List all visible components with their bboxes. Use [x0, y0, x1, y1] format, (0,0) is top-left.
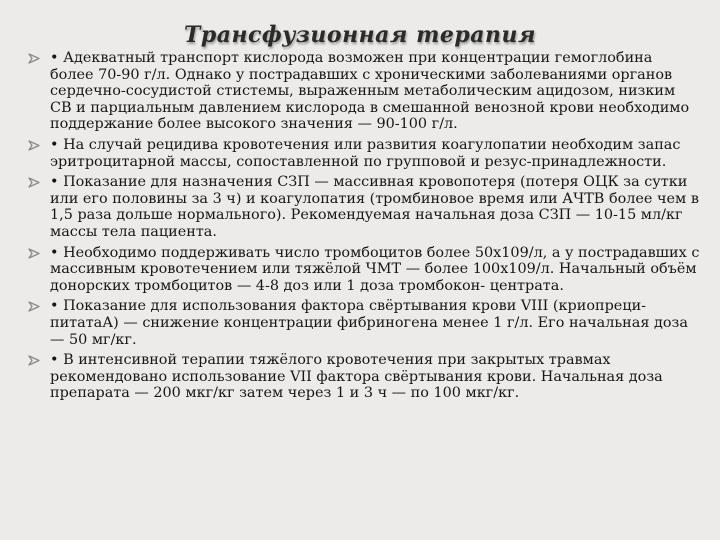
arrow-outline-icon: [28, 355, 40, 366]
bullet-text: • В интенсивной терапии тяжёлого кровотечения при закрытых травмах рекомендовано использование VII фактора свёртывания крови. Начальная доза препарата — 200 мкг/кг затем через 1 и 3 ч — по 100 мкг/кг.: [50, 352, 663, 402]
arrow-outline-icon: [28, 53, 40, 64]
bullet-list: [28, 50, 700, 406]
bullet-item: [28, 298, 700, 348]
arrow-outline-icon: [28, 248, 40, 259]
slide-title: Трансфузионная терапия: [183, 22, 537, 48]
bullet-text: • На случай рецидива кровотечения или развития коагулопатии необходим запас эритроцитарной массы, сопоставленной по групповой и резус-принадлежности.: [50, 136, 681, 170]
bullet-item: [28, 50, 700, 133]
bullet-text: • Адекватный транспорт кислорода возможен при концентрации гемоглобина более 70-90 г/л. Однако у пострадавших с хроническими заболеваниями органов сердечно-сосудистой стистемы, выраженным метаболическим ацидозом, низким СВ и парциальным давлением кислорода в смешанной венозной крови необходимо поддержание более высокого значения — 90-100 г/л.: [50, 50, 690, 133]
bullet-item: [28, 245, 700, 295]
bullet-text: • Показание для назначения СЗП — массивная кровопотеря (потеря ОЦК за сутки или его половины за 3 ч) и коагулопатия (тромбиновое время или АЧТВ более чем в 1,5 раза дольше нормального). Рекомендуемая начальная доза СЗП — 10-15 мл/кг массы тела пациента.: [50, 174, 699, 240]
bullet-item: [28, 137, 700, 170]
bullet-item: [28, 174, 700, 240]
arrow-outline-icon: [28, 177, 40, 188]
bullet-text: • Необходимо поддерживать число тромбоцитов более 50х109/л, а у пострадавших с массивным кровотечением или тяжёлой ЧМТ — более 100х109/л. Начальный объём донорских тромбоцитов — 4-8 доз или 1 доза тромбокон- центрата.: [50, 244, 700, 294]
arrow-outline-icon: [28, 140, 40, 151]
arrow-outline-icon: [28, 301, 40, 312]
bullet-item: [28, 352, 700, 402]
bullet-text: • Показание для использования фактора свёртывания крови VIII (криопреци- питатаА) — снижение концентрации фибриногена менее 1 г/л. Его начальная доза — 50 мг/кг.: [50, 298, 688, 348]
